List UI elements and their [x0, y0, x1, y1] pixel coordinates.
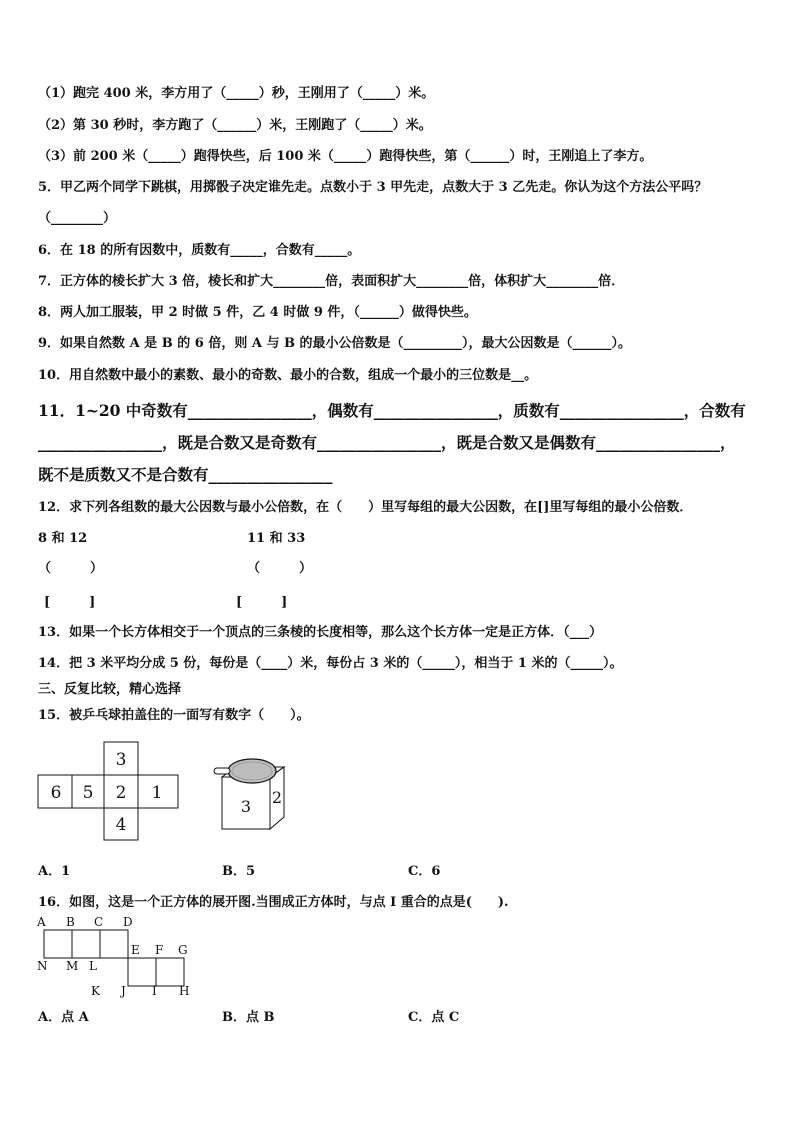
point-H: H: [179, 984, 190, 998]
cube-front-number: 3: [240, 797, 252, 816]
q12-lcm-blank-1[interactable]: [ ]: [44, 595, 96, 610]
question-15: 15．被乒乓球拍盖住的一面写有数字（ ）。: [38, 708, 310, 723]
question-7: 7．正方体的棱长扩大 3 倍，棱长和扩大________倍，表面积扩大________倍，体积扩大________倍．: [38, 274, 625, 289]
question-10: 10．用自然数中最小的素数、最小的奇数、最小的合数，组成一个最小的三位数是__。: [38, 368, 538, 383]
point-N: N: [37, 959, 48, 973]
point-I: I: [152, 984, 157, 998]
question-13: 13．如果一个长方体相交于一个顶点的三条棱的长度相等，那么这个长方体一定是正方体．（___）: [38, 625, 603, 640]
line-1: （1）跑完 400 米，李方用了（_____）秒，王刚用了（_____）米。: [38, 86, 435, 101]
q12-lcm-blank-2[interactable]: [ ]: [236, 595, 288, 610]
ping-pong-paddle-icon: [228, 759, 276, 783]
net-face-4: 1: [151, 783, 163, 803]
question-11-line-2: ________________，既是合数又是奇数有________________，既是合数又是偶数有________________，: [38, 433, 736, 452]
q12-group-1: 8 和 12: [38, 531, 88, 546]
point-L: L: [89, 959, 97, 973]
question-16: 16．如图，这是一个正方体的展开图.当围成正方体时，与点 I 重合的点是( ).: [38, 895, 509, 910]
q16-option-a[interactable]: A．点 A: [38, 1010, 89, 1025]
cube-net-figure: [36, 740, 186, 842]
q15-option-b[interactable]: B．5: [222, 864, 256, 879]
point-G: G: [178, 943, 188, 957]
question-8: 8．两人加工服装，甲 2 时做 5 件，乙 4 时做 9 件，（______）做得快些。: [38, 305, 477, 320]
question-14: 14．把 3 米平均分成 5 份，每份是（____）米，每份占 3 米的（_____），相当于 1 米的（_____）。: [38, 656, 623, 671]
net-face-3: 2: [115, 783, 127, 803]
q12-group-2: 11 和 33: [247, 531, 306, 546]
net-face-2: 5: [82, 783, 94, 803]
q12-gcd-blank-2[interactable]: （ ）: [247, 561, 313, 576]
net-face-top: 3: [115, 750, 127, 770]
point-A: A: [37, 915, 46, 929]
question-11-line-3: 既不是质数又不是合数有________________: [38, 465, 333, 484]
point-D: D: [123, 915, 133, 929]
question-5-blank[interactable]: （________）: [38, 211, 117, 226]
cube-side-number: 2: [271, 788, 283, 807]
question-6: 6．在 18 的所有因数中，质数有_____，合数有_____。: [38, 243, 361, 258]
section-3-heading: 三、反复比较，精心选择: [38, 682, 182, 697]
q15-option-c[interactable]: C．6: [408, 864, 441, 879]
q15-option-a[interactable]: A．1: [38, 864, 71, 879]
point-F: F: [155, 943, 164, 957]
cube-net-points-figure: [34, 912, 194, 998]
point-B: B: [66, 915, 75, 929]
question-12: 12．求下列各组数的最大公因数与最小公倍数，在（ ）里写每组的最大公因数，在[]里写每组的最小公倍数．: [38, 500, 693, 515]
q16-option-b[interactable]: B．点 B: [222, 1010, 275, 1025]
net-face-bottom: 4: [115, 815, 127, 835]
point-C: C: [94, 915, 104, 929]
point-E: E: [131, 943, 140, 957]
question-5: 5．甲乙两个同学下跳棋，用掷骰子决定谁先走。点数小于 3 甲先走，点数大于 3 乙先走。你认为这个方法公平吗？: [38, 180, 708, 195]
net-face-1: 6: [50, 783, 62, 803]
question-11-line-1: 11．1~20 中奇数有________________，偶数有________________，质数有________________，合数有: [38, 401, 746, 420]
question-9: 9．如果自然数 A 是 B 的 6 倍，则 A 与 B 的最小公倍数是（_________），最大公因数是（______）。: [38, 336, 631, 351]
cube-paddle-figure: [210, 755, 295, 835]
point-J: J: [121, 984, 126, 998]
line-2: （2）第 30 秒时，李方跑了（______）米，王刚跑了（_____）米。: [38, 118, 432, 133]
point-M: M: [66, 959, 79, 973]
q12-gcd-blank-1[interactable]: （ ）: [38, 561, 104, 576]
q16-option-c[interactable]: C．点 C: [408, 1010, 460, 1025]
line-3: （3）前 200 米（_____）跑得快些，后 100 米（_____）跑得快些，第（______）时，王刚追上了李方。: [38, 149, 653, 164]
point-K: K: [91, 984, 100, 998]
